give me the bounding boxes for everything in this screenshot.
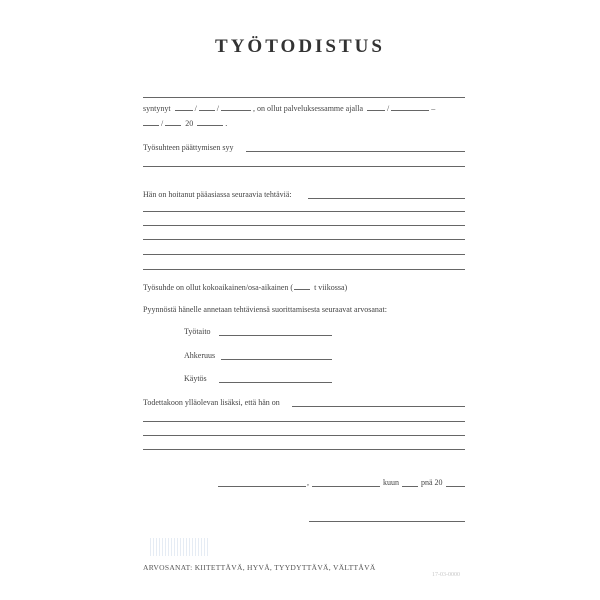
grade-label-skill: Työtaito xyxy=(184,327,211,336)
year-field[interactable] xyxy=(446,486,465,487)
start-day-field[interactable] xyxy=(367,103,385,111)
year-prefix: 20 xyxy=(185,119,194,128)
printer-mark xyxy=(150,538,208,556)
end-day-field[interactable] xyxy=(143,118,159,126)
employment-type-row xyxy=(143,282,347,293)
employment-end-row xyxy=(143,118,227,129)
place-field[interactable] xyxy=(218,486,306,487)
duties-line[interactable] xyxy=(143,211,465,212)
document-title: TYÖTODISTUS xyxy=(215,36,385,57)
start-month-field[interactable] xyxy=(391,103,429,111)
birth-month-field[interactable] xyxy=(199,103,215,111)
month-label: kuun xyxy=(383,478,399,487)
grade-label-diligence: Ahkeruus xyxy=(184,351,216,360)
grade-field-skill[interactable] xyxy=(219,335,332,336)
employment-period-row xyxy=(143,103,435,114)
certify-field[interactable] xyxy=(292,406,465,407)
employment-type-label: Työsuhde on ollut kokoaikainen/osa-aikainen ( xyxy=(143,283,294,292)
duties-line[interactable] xyxy=(143,254,465,255)
period-label: , on ollut palveluksessamme ajalla xyxy=(253,104,364,113)
slash: / xyxy=(161,119,164,128)
form-code: 17-03-0000 xyxy=(432,572,460,578)
grades-footer: ARVOSANAT: KIITETTÄVÄ, HYVÄ, TYYDYTTÄVÄ, VÄLTTÄVÄ xyxy=(143,563,376,572)
duties-field[interactable] xyxy=(308,198,465,199)
name-field[interactable] xyxy=(143,97,465,98)
date-comma: , xyxy=(307,478,309,487)
slash: / xyxy=(216,104,220,113)
grade-label-conduct: Käytös xyxy=(184,374,207,383)
grade-field-diligence[interactable] xyxy=(221,359,332,360)
duties-line[interactable] xyxy=(143,225,465,226)
certify-line[interactable] xyxy=(143,421,465,422)
dot: . xyxy=(225,119,228,128)
termination-field-extra[interactable] xyxy=(143,166,465,167)
signature-field[interactable] xyxy=(309,521,465,522)
termination-field[interactable] xyxy=(246,151,465,152)
birth-day-field[interactable] xyxy=(175,103,193,111)
hours-field[interactable] xyxy=(294,282,310,290)
duties-line[interactable] xyxy=(143,239,465,240)
termination-label: Työsuhteen päättymisen syy xyxy=(143,143,234,152)
end-year-field[interactable] xyxy=(197,118,223,126)
grade-field-conduct[interactable] xyxy=(219,382,332,383)
duties-label: Hän on hoitanut pääasiassa seuraavia tehtäviä: xyxy=(143,190,292,199)
day-year-label: pnä 20 xyxy=(421,478,443,487)
certify-label: Todettakoon ylläolevan lisäksi, että hän on xyxy=(143,398,280,407)
hours-suffix: t viikossa) xyxy=(314,283,348,292)
birth-year-field[interactable] xyxy=(221,103,251,111)
slash: / xyxy=(194,104,197,113)
duties-line[interactable] xyxy=(143,269,465,270)
certify-line[interactable] xyxy=(143,449,465,450)
dash: – xyxy=(431,104,436,113)
day-field[interactable] xyxy=(312,486,380,487)
certify-line[interactable] xyxy=(143,435,465,436)
month-field[interactable] xyxy=(402,486,418,487)
born-label: syntynyt xyxy=(143,104,171,113)
grades-intro: Pyynnöstä hänelle annetaan tehtäviensä suorittamisesta seuraavat arvosanat: xyxy=(143,305,387,314)
slash: / xyxy=(387,104,390,113)
end-month-field[interactable] xyxy=(165,118,181,126)
